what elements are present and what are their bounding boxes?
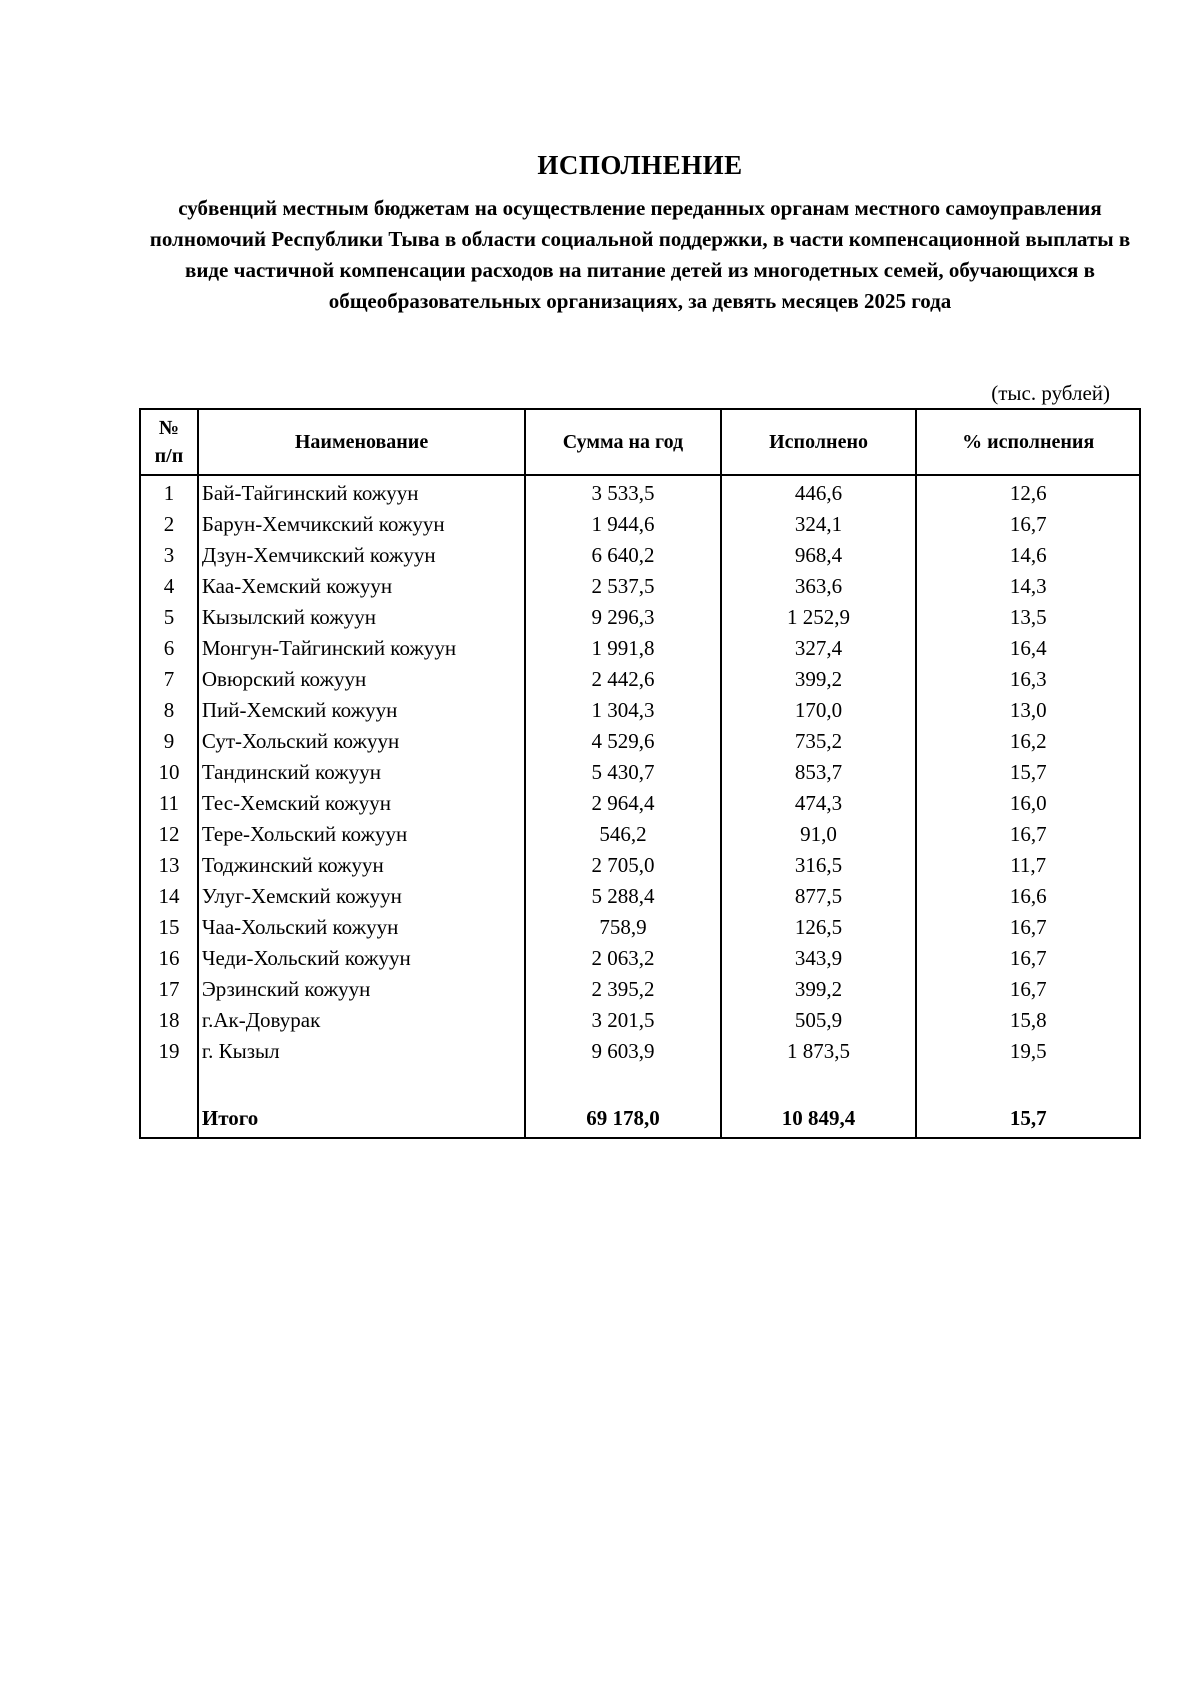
row-plan: 9 603,9 — [525, 1036, 721, 1067]
row-pct: 16,7 — [916, 974, 1140, 1005]
row-done: 446,6 — [721, 475, 917, 509]
row-name: Тере-Хольский кожуун — [198, 819, 525, 850]
table-row — [140, 509, 1140, 540]
header-number — [140, 409, 198, 475]
document-subtitle: субвенций местным бюджетам на осуществление переданных органам местного самоуправления полномочий Республики Тыва в области социальной поддержки, в части компенсационной выплаты в виде частичной компенсации расходов на питание детей из многодетных семей, обучающихся в общеобразовательных организациях, за девять месяцев 2025 года — [149, 196, 1131, 313]
row-plan: 5 288,4 — [525, 881, 721, 912]
header-done: Исполнено — [721, 409, 917, 475]
row-number: 8 — [140, 695, 198, 726]
row-pct: 16,4 — [916, 633, 1140, 664]
table-row — [140, 881, 1140, 912]
row-pct: 11,7 — [916, 850, 1140, 881]
row-name: г.Ак-Довурак — [198, 1005, 525, 1036]
row-plan: 1 991,8 — [525, 633, 721, 664]
table-row — [140, 540, 1140, 571]
row-plan: 5 430,7 — [525, 757, 721, 788]
table-body — [140, 475, 1140, 1138]
row-pct: 14,3 — [916, 571, 1140, 602]
table-row — [140, 695, 1140, 726]
row-name: Сут-Хольский кожуун — [198, 726, 525, 757]
row-number: 4 — [140, 571, 198, 602]
row-number: 5 — [140, 602, 198, 633]
row-done: 1 873,5 — [721, 1036, 917, 1067]
table-row — [140, 912, 1140, 943]
row-done: 968,4 — [721, 540, 917, 571]
row-done: 735,2 — [721, 726, 917, 757]
row-plan: 1 944,6 — [525, 509, 721, 540]
table-row — [140, 726, 1140, 757]
table-row — [140, 788, 1140, 819]
total-done: 10 849,4 — [721, 1099, 917, 1138]
row-number: 9 — [140, 726, 198, 757]
row-name: Монгун-Тайгинский кожуун — [198, 633, 525, 664]
row-number: 16 — [140, 943, 198, 974]
row-plan: 1 304,3 — [525, 695, 721, 726]
row-pct: 16,2 — [916, 726, 1140, 757]
table-row — [140, 571, 1140, 602]
row-done: 327,4 — [721, 633, 917, 664]
row-name: Барун-Хемчикский кожуун — [198, 509, 525, 540]
row-plan: 3 533,5 — [525, 475, 721, 509]
table-row — [140, 974, 1140, 1005]
row-number: 17 — [140, 974, 198, 1005]
row-number: 2 — [140, 509, 198, 540]
row-done: 505,9 — [721, 1005, 917, 1036]
table-header — [140, 409, 1140, 475]
row-done: 399,2 — [721, 664, 917, 695]
table-row — [140, 850, 1140, 881]
row-plan: 546,2 — [525, 819, 721, 850]
row-pct: 15,7 — [916, 757, 1140, 788]
row-name: Бай-Тайгинский кожуун — [198, 475, 525, 509]
document-title: ИСПОЛНЕНИЕ — [537, 150, 743, 180]
row-done: 170,0 — [721, 695, 917, 726]
row-plan: 9 296,3 — [525, 602, 721, 633]
row-done: 316,5 — [721, 850, 917, 881]
table-row — [140, 475, 1140, 509]
total-row — [140, 1099, 1140, 1138]
header-plan: Сумма на год — [525, 409, 721, 475]
row-name: Тес-Хемский кожуун — [198, 788, 525, 819]
table-row — [140, 633, 1140, 664]
row-name: Чаа-Хольский кожуун — [198, 912, 525, 943]
row-number: 1 — [140, 475, 198, 509]
row-number: 15 — [140, 912, 198, 943]
row-number: 12 — [140, 819, 198, 850]
row-number: 6 — [140, 633, 198, 664]
row-pct: 16,7 — [916, 943, 1140, 974]
row-name: Пий-Хемский кожуун — [198, 695, 525, 726]
row-plan: 2 395,2 — [525, 974, 721, 1005]
row-done: 853,7 — [721, 757, 917, 788]
row-plan: 758,9 — [525, 912, 721, 943]
total-pct: 15,7 — [916, 1099, 1140, 1138]
row-number: 10 — [140, 757, 198, 788]
row-plan: 2 442,6 — [525, 664, 721, 695]
spacer-row — [140, 1067, 1140, 1099]
row-pct: 16,6 — [916, 881, 1140, 912]
row-pct: 15,8 — [916, 1005, 1140, 1036]
table-row — [140, 1005, 1140, 1036]
row-done: 399,2 — [721, 974, 917, 1005]
row-pct: 19,5 — [916, 1036, 1140, 1067]
row-name: Улуг-Хемский кожуун — [198, 881, 525, 912]
table-row — [140, 819, 1140, 850]
row-done: 91,0 — [721, 819, 917, 850]
header-row — [140, 409, 1140, 475]
row-plan: 2 705,0 — [525, 850, 721, 881]
table-row — [140, 602, 1140, 633]
row-name: Тоджинский кожуун — [198, 850, 525, 881]
row-done: 343,9 — [721, 943, 917, 974]
row-pct: 16,7 — [916, 912, 1140, 943]
row-pct: 16,7 — [916, 509, 1140, 540]
total-plan: 69 178,0 — [525, 1099, 721, 1138]
header-name: Наименование — [198, 409, 525, 475]
row-pct: 16,0 — [916, 788, 1140, 819]
table-row — [140, 664, 1140, 695]
row-pct: 14,6 — [916, 540, 1140, 571]
row-name: Эрзинский кожуун — [198, 974, 525, 1005]
row-number: 18 — [140, 1005, 198, 1036]
row-number: 13 — [140, 850, 198, 881]
row-plan: 2 063,2 — [525, 943, 721, 974]
row-pct: 13,0 — [916, 695, 1140, 726]
row-name: Тандинский кожуун — [198, 757, 525, 788]
row-plan: 3 201,5 — [525, 1005, 721, 1036]
table-row — [140, 1036, 1140, 1067]
row-done: 474,3 — [721, 788, 917, 819]
table-row — [140, 943, 1140, 974]
row-number: 19 — [140, 1036, 198, 1067]
row-pct: 12,6 — [916, 475, 1140, 509]
row-name: г. Кызыл — [198, 1036, 525, 1067]
row-done: 1 252,9 — [721, 602, 917, 633]
total-label: Итого — [198, 1099, 525, 1138]
row-name: Каа-Хемский кожуун — [198, 571, 525, 602]
row-pct: 16,3 — [916, 664, 1140, 695]
row-number: 7 — [140, 664, 198, 695]
row-name: Чеди-Хольский кожуун — [198, 943, 525, 974]
row-name: Дзун-Хемчикский кожуун — [198, 540, 525, 571]
row-plan: 2 964,4 — [525, 788, 721, 819]
row-done: 877,5 — [721, 881, 917, 912]
row-number: 14 — [140, 881, 198, 912]
header-pct: % исполнения — [916, 409, 1140, 475]
row-done: 126,5 — [721, 912, 917, 943]
row-plan: 6 640,2 — [525, 540, 721, 571]
units-label: (тыс. рублей) — [991, 381, 1110, 405]
header-number-line1: № — [158, 417, 179, 439]
row-pct: 16,7 — [916, 819, 1140, 850]
execution-table — [139, 408, 1141, 1139]
row-done: 324,1 — [721, 509, 917, 540]
row-number: 3 — [140, 540, 198, 571]
row-name: Кызылский кожуун — [198, 602, 525, 633]
row-plan: 4 529,6 — [525, 726, 721, 757]
row-pct: 13,5 — [916, 602, 1140, 633]
header-number-line2: п/п — [154, 445, 184, 467]
row-number: 11 — [140, 788, 198, 819]
row-plan: 2 537,5 — [525, 571, 721, 602]
total-number — [140, 1099, 198, 1138]
row-done: 363,6 — [721, 571, 917, 602]
table-row — [140, 757, 1140, 788]
row-name: Овюрский кожуун — [198, 664, 525, 695]
